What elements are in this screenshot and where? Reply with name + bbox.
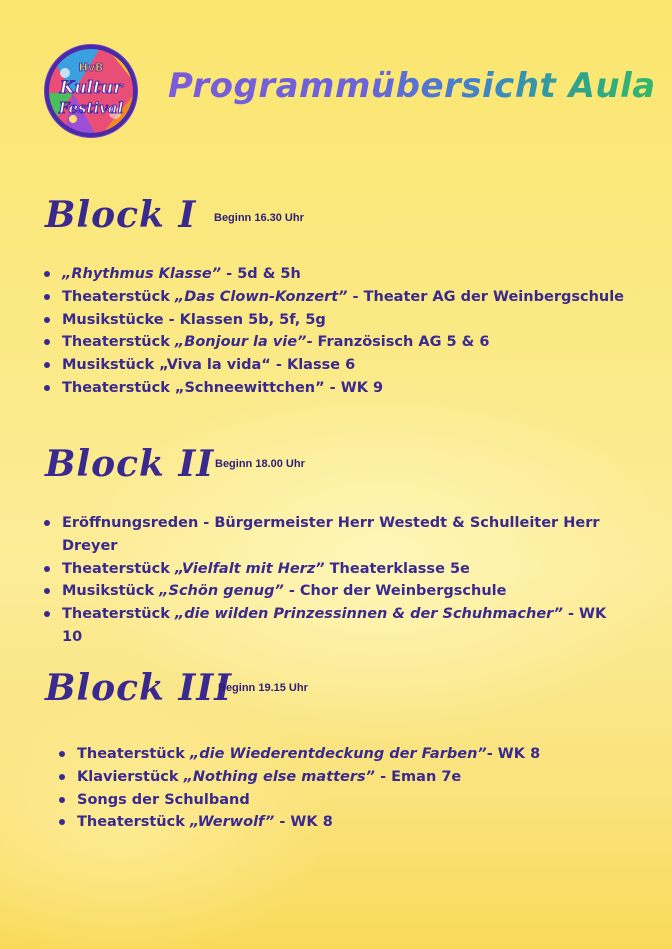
festival-logo xyxy=(43,43,139,139)
block-2-list xyxy=(44,512,624,649)
list-item: Theaterstück „die Wiederentdeckung der Farben”- WK 8 xyxy=(59,743,639,766)
block-1-time: Beginn 16.30 Uhr xyxy=(214,212,304,224)
svg-text:Kultur: Kultur xyxy=(59,78,123,98)
svg-text:HvB: HvB xyxy=(78,61,104,74)
block-3-header xyxy=(45,667,308,709)
list-item: Musikstück „Viva la vida“ - Klasse 6 xyxy=(44,354,654,377)
block-1-list xyxy=(44,263,654,400)
list-item: Theaterstück „die wilden Prinzessinnen & der Schuhmacher” - WK 10 xyxy=(44,603,624,649)
list-item: Theaterstück „Vielfalt mit Herz” Theaterklasse 5e xyxy=(44,558,624,581)
block-3-time: Beginn 19.15 Uhr xyxy=(218,682,308,694)
block-1-header xyxy=(45,194,304,236)
list-item: Theaterstück „Bonjour la vie”- Französisch AG 5 & 6 xyxy=(44,331,654,354)
list-item: Theaterstück „Schneewittchen” - WK 9 xyxy=(44,377,654,400)
page-title: Programmübersicht Aula xyxy=(168,66,656,106)
block-1-title: Block I xyxy=(45,194,197,236)
block-3-list xyxy=(59,743,639,834)
list-item: Theaterstück „Werwolf” - WK 8 xyxy=(59,811,639,834)
svg-text:Festival: Festival xyxy=(58,99,124,117)
list-item: Eröffnungsreden - Bürgermeister Herr Westedt & Schulleiter Herr Dreyer xyxy=(44,512,624,558)
list-item: Theaterstück „Das Clown-Konzert” - Theater AG der Weinbergschule xyxy=(44,286,654,309)
list-item: Klavierstück „Nothing else matters” - Eman 7e xyxy=(59,766,639,789)
block-3-title: Block III xyxy=(45,667,233,709)
block-2-header xyxy=(45,443,305,485)
list-item: Musikstücke - Klassen 5b, 5f, 5g xyxy=(44,309,654,332)
list-item: Musikstück „Schön genug” - Chor der Weinbergschule xyxy=(44,580,624,603)
list-item: „Rhythmus Klasse” - 5d & 5h xyxy=(44,263,654,286)
block-2-title: Block II xyxy=(45,443,215,485)
block-2-time: Beginn 18.00 Uhr xyxy=(215,458,305,470)
list-item: Songs der Schulband xyxy=(59,789,639,812)
